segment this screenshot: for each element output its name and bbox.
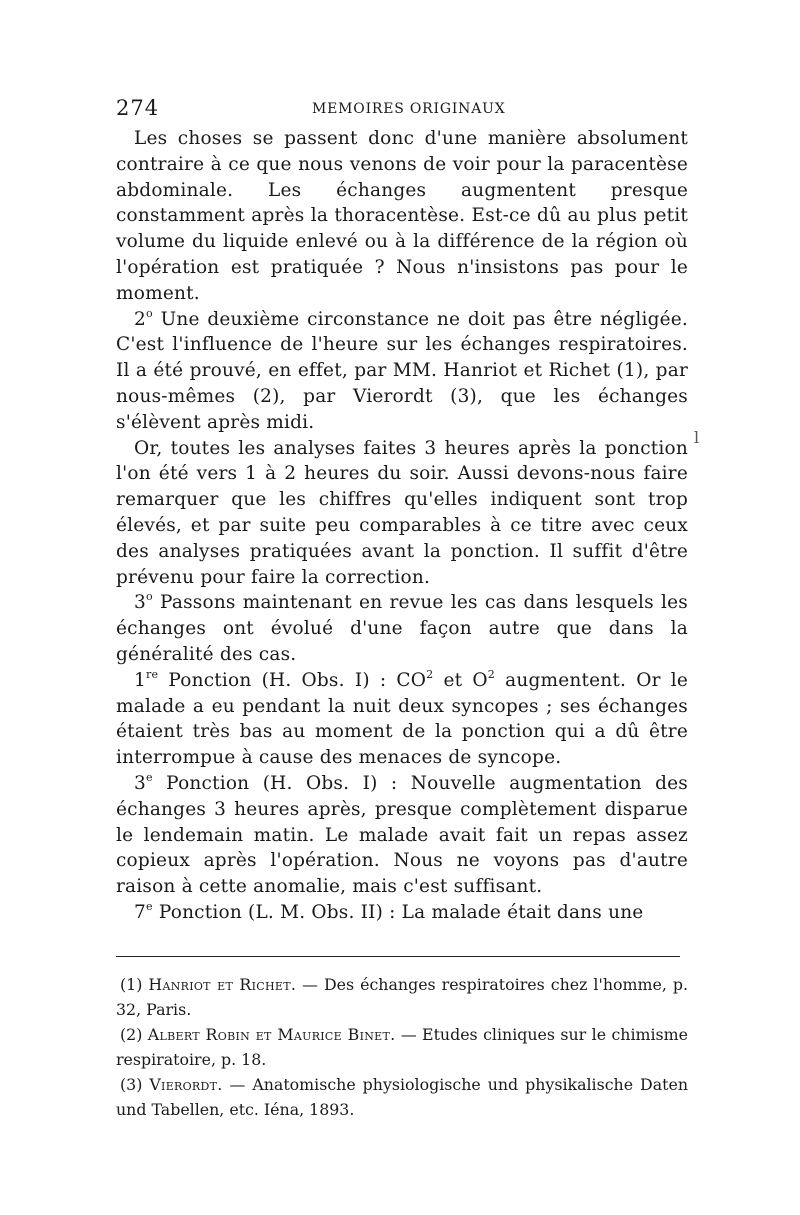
paragraph: 7e Ponction (L. M. Obs. II) : La malade était dans une — [134, 900, 644, 923]
paragraph: 3e Ponction (H. Obs. I) : Nouvelle augmentation des échanges 3 heures après, presque complètement disparue le lendemain matin. Le malade avait fait un repas assez copieux après l'opération. Nous ne voyons pas d'autre raison à cette anomalie, mais c'est suffisant. — [116, 771, 688, 898]
footnote-author: Vierordt. — [149, 1075, 223, 1094]
paragraph: 2$^o$ Une deuxième circonstance ne doit pas être négligée. C'est l'influence de l'heure sur les échanges respiratoires. Il a été prouvé, en effet, par MM. Hanriot et Richet (1), par nous-mêmes (2), par Vierordt (3), que les échanges s'élèvent après midi. — [116, 306, 688, 433]
page-header — [116, 96, 688, 120]
footnote: (3) Vierordt. — Anatomische physiologische und physikalische Daten und Tabellen, etc. Iéna, 1893. — [116, 1075, 688, 1119]
running-title: MEMOIRES ORIGINAUX — [312, 101, 506, 117]
footnote-author: Albert Robin et Maurice Binet. — [147, 1025, 396, 1044]
footnote-author: Hanriot et Richet. — [148, 975, 297, 994]
paragraph: 3$^o$ Passons maintenant en revue les cas dans lesquels les échanges ont évolué d'une façon autre que dans la généralité des cas. — [116, 590, 688, 665]
paragraph: Les choses se passent donc d'une manière absolument contraire à ce que nous venons de voir pour la paracentèse abdominale. Les échanges augmentent presque constamment après la thoracentèse. Est-ce dû au plus petit volume du liquide enlevé ou à la différence de la région où l'opération est pratiquée ? Nous n'insistons pas pour le moment. — [116, 128, 688, 304]
paragraph: 1re Ponction (H. Obs. I) : $CO^2$ et $O^2$ augmentent. Or le malade a eu pendant la nuit deux syncopes ; ses échanges étaient très bas au moment de la ponction qui a dû être interrompue à cause des menaces de syncope. — [116, 667, 688, 769]
paragraph: Or, toutes les analyses faites 3 heures après la ponction l'on été vers 1 à 2 heures du soir. Aussi devons-nous faire remarquer que les chiffres qu'elles indiquent sont trop élevés, et par suite peu comparables à ce titre avec ceux des analyses pratiquées avant la ponction. Il suffit d'être prévenu pour faire la correction. — [116, 437, 688, 588]
footnote-divider — [116, 956, 680, 957]
page-number: 274 — [116, 96, 160, 120]
footnotes — [116, 972, 688, 1122]
margin-mark: l — [694, 428, 700, 447]
footnote: (1) Hanriot et Richet. — Des échanges respiratoires chez l'homme, p. 32, Paris. — [116, 975, 688, 1019]
body-text — [116, 126, 688, 926]
footnote: (2) Albert Robin et Maurice Binet. — Etudes cliniques sur le chimisme respiratoire, p. 18. — [116, 1025, 688, 1069]
